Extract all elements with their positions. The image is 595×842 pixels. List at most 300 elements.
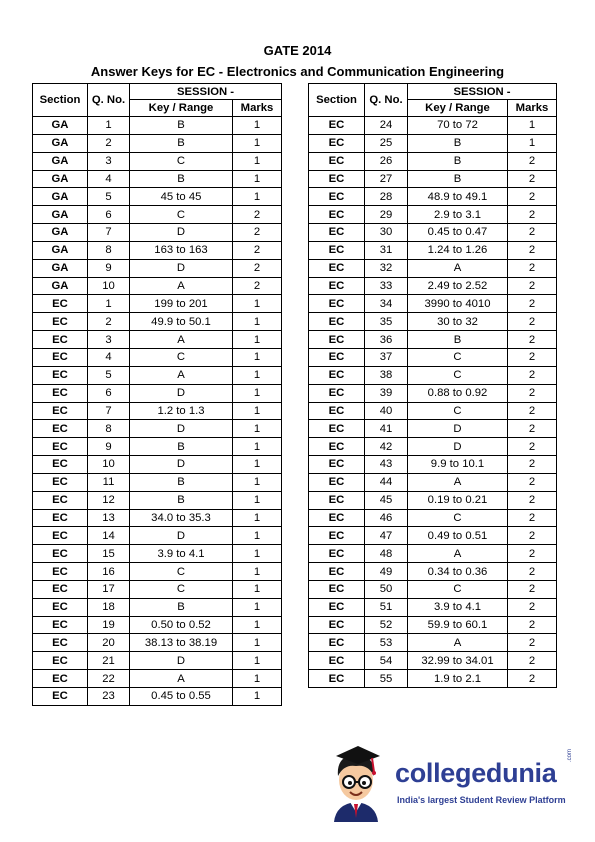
- cell-marks: 1: [233, 545, 282, 563]
- cell-marks: 2: [508, 563, 557, 581]
- cell-marks: 1: [233, 527, 282, 545]
- table-row: [309, 473, 557, 491]
- cell-section: EC: [33, 384, 88, 402]
- cell-key: D: [130, 527, 233, 545]
- cell-marks: 2: [508, 152, 557, 170]
- cell-section: EC: [309, 438, 365, 456]
- cell-marks: 1: [233, 652, 282, 670]
- table-row: [309, 348, 557, 366]
- cell-marks: 2: [508, 509, 557, 527]
- table-row: [309, 563, 557, 581]
- cell-key: 2.49 to 2.52: [408, 277, 508, 295]
- cell-question-number: 7: [88, 224, 130, 242]
- header-key: Key / Range: [130, 100, 233, 117]
- cell-section: EC: [309, 313, 365, 331]
- cell-section: GA: [33, 259, 88, 277]
- cell-section: EC: [33, 616, 88, 634]
- cell-question-number: 16: [88, 563, 130, 581]
- cell-question-number: 34: [365, 295, 408, 313]
- header-section: Section: [309, 84, 365, 117]
- header-section: Section: [33, 84, 88, 117]
- cell-marks: 2: [508, 313, 557, 331]
- table-row: [309, 420, 557, 438]
- table-row: [309, 509, 557, 527]
- cell-marks: 2: [508, 473, 557, 491]
- cell-question-number: 13: [88, 509, 130, 527]
- cell-key: 0.45 to 0.55: [130, 688, 233, 706]
- cell-section: EC: [33, 491, 88, 509]
- cell-question-number: 12: [88, 491, 130, 509]
- cell-section: EC: [309, 616, 365, 634]
- cell-question-number: 36: [365, 331, 408, 349]
- cell-section: EC: [309, 366, 365, 384]
- cell-section: EC: [309, 188, 365, 206]
- cell-section: GA: [33, 224, 88, 242]
- table-row: [33, 188, 282, 206]
- cell-section: EC: [309, 152, 365, 170]
- cell-section: EC: [309, 456, 365, 474]
- cell-question-number: 43: [365, 456, 408, 474]
- cell-question-number: 29: [365, 206, 408, 224]
- cell-marks: 1: [233, 598, 282, 616]
- table-row: [33, 224, 282, 242]
- cell-marks: 2: [508, 241, 557, 259]
- cell-marks: 2: [508, 384, 557, 402]
- cell-key: 0.45 to 0.47: [408, 224, 508, 242]
- cell-section: GA: [33, 170, 88, 188]
- cell-marks: 1: [233, 580, 282, 598]
- cell-key: C: [130, 580, 233, 598]
- cell-question-number: 50: [365, 580, 408, 598]
- cell-marks: 2: [508, 456, 557, 474]
- cell-key: B: [408, 331, 508, 349]
- cell-marks: 2: [508, 420, 557, 438]
- cell-section: EC: [33, 331, 88, 349]
- cell-section: EC: [309, 652, 365, 670]
- table-row: [33, 152, 282, 170]
- cell-question-number: 41: [365, 420, 408, 438]
- table-row: [33, 313, 282, 331]
- cell-section: EC: [309, 598, 365, 616]
- cell-section: EC: [33, 438, 88, 456]
- table-row: [309, 634, 557, 652]
- cell-section: EC: [309, 402, 365, 420]
- cell-key: D: [130, 224, 233, 242]
- cell-marks: 1: [233, 295, 282, 313]
- table-row: [33, 420, 282, 438]
- cell-key: C: [408, 348, 508, 366]
- table-row: [309, 456, 557, 474]
- cell-question-number: 19: [88, 616, 130, 634]
- cell-question-number: 9: [88, 259, 130, 277]
- table-row: [309, 295, 557, 313]
- cell-question-number: 31: [365, 241, 408, 259]
- cell-question-number: 35: [365, 313, 408, 331]
- logo-domain-suffix: .com: [567, 748, 573, 762]
- table-row: [309, 438, 557, 456]
- table-row: [309, 152, 557, 170]
- cell-key: C: [408, 402, 508, 420]
- cell-section: EC: [309, 563, 365, 581]
- cell-key: 59.9 to 60.1: [408, 616, 508, 634]
- cell-section: EC: [309, 670, 365, 688]
- cell-section: EC: [33, 473, 88, 491]
- table-row: [33, 331, 282, 349]
- cell-marks: 1: [233, 473, 282, 491]
- page-subtitle: Answer Keys for EC - Electronics and Communication Engineering: [90, 64, 505, 79]
- cell-question-number: 54: [365, 652, 408, 670]
- cell-marks: 1: [233, 634, 282, 652]
- cell-question-number: 42: [365, 438, 408, 456]
- cell-marks: 2: [508, 438, 557, 456]
- cell-marks: 2: [233, 277, 282, 295]
- table-row: [309, 545, 557, 563]
- cell-section: EC: [309, 134, 365, 152]
- cell-question-number: 38: [365, 366, 408, 384]
- table-row: [33, 688, 282, 706]
- cell-section: EC: [309, 420, 365, 438]
- cell-question-number: 28: [365, 188, 408, 206]
- cell-marks: 2: [233, 224, 282, 242]
- header-qno: Q. No.: [365, 84, 408, 117]
- cell-question-number: 8: [88, 420, 130, 438]
- table-row: [33, 241, 282, 259]
- cell-marks: 1: [233, 188, 282, 206]
- cell-marks: 2: [508, 527, 557, 545]
- table-row: [33, 456, 282, 474]
- cell-section: EC: [33, 652, 88, 670]
- cell-question-number: 5: [88, 366, 130, 384]
- logo-tagline: India's largest Student Review Platform: [397, 795, 566, 805]
- cell-question-number: 21: [88, 652, 130, 670]
- cell-key: 3990 to 4010: [408, 295, 508, 313]
- cell-key: A: [130, 366, 233, 384]
- table-row: [33, 206, 282, 224]
- cell-key: B: [130, 134, 233, 152]
- cell-key: A: [408, 634, 508, 652]
- cell-question-number: 32: [365, 259, 408, 277]
- cell-key: C: [408, 580, 508, 598]
- table-row: [309, 277, 557, 295]
- cell-marks: 2: [508, 348, 557, 366]
- cell-section: EC: [33, 545, 88, 563]
- cell-key: C: [130, 563, 233, 581]
- cell-question-number: 2: [88, 313, 130, 331]
- table-row: [309, 491, 557, 509]
- table-row: [33, 438, 282, 456]
- cell-key: 9.9 to 10.1: [408, 456, 508, 474]
- cell-section: EC: [33, 580, 88, 598]
- cell-marks: 1: [508, 117, 557, 135]
- cell-section: EC: [33, 527, 88, 545]
- table-row: [33, 509, 282, 527]
- cell-section: EC: [309, 117, 365, 135]
- cell-question-number: 10: [88, 277, 130, 295]
- cell-marks: 1: [508, 134, 557, 152]
- cell-section: EC: [33, 598, 88, 616]
- header-marks: Marks: [233, 100, 282, 117]
- cell-key: D: [408, 420, 508, 438]
- cell-key: 0.34 to 0.36: [408, 563, 508, 581]
- cell-key: B: [408, 152, 508, 170]
- cell-section: EC: [309, 331, 365, 349]
- cell-section: EC: [309, 170, 365, 188]
- cell-marks: 1: [233, 670, 282, 688]
- cell-marks: 1: [233, 438, 282, 456]
- cell-marks: 1: [233, 170, 282, 188]
- table-row: [33, 598, 282, 616]
- cell-marks: 2: [508, 652, 557, 670]
- cell-key: 49.9 to 50.1: [130, 313, 233, 331]
- header-session: SESSION -: [130, 84, 282, 100]
- cell-section: EC: [309, 277, 365, 295]
- cell-key: A: [408, 473, 508, 491]
- cell-key: A: [130, 277, 233, 295]
- table-row: [33, 170, 282, 188]
- table-row: [309, 224, 557, 242]
- cell-key: C: [130, 152, 233, 170]
- cell-section: EC: [309, 580, 365, 598]
- cell-section: GA: [33, 277, 88, 295]
- cell-section: EC: [309, 509, 365, 527]
- cell-marks: 1: [233, 152, 282, 170]
- table-row: [309, 580, 557, 598]
- cell-section: EC: [33, 670, 88, 688]
- cell-marks: 2: [508, 277, 557, 295]
- table-row: [309, 170, 557, 188]
- cell-question-number: 26: [365, 152, 408, 170]
- cell-section: EC: [33, 420, 88, 438]
- table-row: [309, 117, 557, 135]
- cell-marks: 2: [233, 259, 282, 277]
- cell-key: 1.2 to 1.3: [130, 402, 233, 420]
- cell-question-number: 30: [365, 224, 408, 242]
- cell-key: B: [130, 598, 233, 616]
- cell-section: EC: [33, 313, 88, 331]
- cell-key: D: [130, 420, 233, 438]
- cell-marks: 2: [233, 206, 282, 224]
- cell-question-number: 37: [365, 348, 408, 366]
- table-row: [33, 348, 282, 366]
- table-row: [309, 384, 557, 402]
- cell-key: 32.99 to 34.01: [408, 652, 508, 670]
- cell-marks: 2: [508, 206, 557, 224]
- student-mascot-icon: [322, 742, 390, 822]
- cell-key: B: [130, 491, 233, 509]
- cell-question-number: 39: [365, 384, 408, 402]
- cell-question-number: 17: [88, 580, 130, 598]
- cell-question-number: 6: [88, 384, 130, 402]
- table-row: [33, 491, 282, 509]
- cell-section: EC: [33, 509, 88, 527]
- cell-key: B: [130, 117, 233, 135]
- cell-question-number: 44: [365, 473, 408, 491]
- table-row: [309, 527, 557, 545]
- header-marks: Marks: [508, 100, 557, 117]
- cell-key: 3.9 to 4.1: [130, 545, 233, 563]
- cell-question-number: 4: [88, 170, 130, 188]
- cell-marks: 2: [508, 670, 557, 688]
- cell-marks: 2: [233, 241, 282, 259]
- cell-marks: 2: [508, 259, 557, 277]
- cell-key: 0.88 to 0.92: [408, 384, 508, 402]
- cell-section: GA: [33, 206, 88, 224]
- cell-marks: 2: [508, 366, 557, 384]
- cell-question-number: 40: [365, 402, 408, 420]
- table-row: [33, 545, 282, 563]
- cell-marks: 2: [508, 170, 557, 188]
- cell-marks: 1: [233, 688, 282, 706]
- cell-key: 70 to 72: [408, 117, 508, 135]
- cell-section: EC: [309, 348, 365, 366]
- cell-section: EC: [33, 688, 88, 706]
- cell-key: A: [408, 259, 508, 277]
- cell-section: EC: [33, 563, 88, 581]
- cell-question-number: 3: [88, 331, 130, 349]
- cell-marks: 2: [508, 545, 557, 563]
- cell-key: D: [130, 384, 233, 402]
- cell-key: B: [130, 473, 233, 491]
- cell-question-number: 24: [365, 117, 408, 135]
- cell-marks: 2: [508, 295, 557, 313]
- cell-question-number: 2: [88, 134, 130, 152]
- cell-key: D: [408, 438, 508, 456]
- cell-marks: 1: [233, 420, 282, 438]
- cell-marks: 1: [233, 331, 282, 349]
- cell-key: C: [130, 348, 233, 366]
- cell-key: A: [130, 670, 233, 688]
- cell-section: GA: [33, 152, 88, 170]
- cell-marks: 1: [233, 402, 282, 420]
- cell-question-number: 33: [365, 277, 408, 295]
- cell-key: 38.13 to 38.19: [130, 634, 233, 652]
- cell-marks: 1: [233, 384, 282, 402]
- table-row: [33, 670, 282, 688]
- cell-question-number: 53: [365, 634, 408, 652]
- cell-marks: 1: [233, 563, 282, 581]
- cell-question-number: 27: [365, 170, 408, 188]
- cell-section: GA: [33, 188, 88, 206]
- cell-key: B: [408, 134, 508, 152]
- cell-question-number: 22: [88, 670, 130, 688]
- table-row: [309, 206, 557, 224]
- table-row: [33, 580, 282, 598]
- table-row: [309, 259, 557, 277]
- cell-marks: 2: [508, 188, 557, 206]
- table-row: [33, 402, 282, 420]
- cell-key: 48.9 to 49.1: [408, 188, 508, 206]
- cell-section: EC: [309, 634, 365, 652]
- cell-key: 0.49 to 0.51: [408, 527, 508, 545]
- cell-question-number: 3: [88, 152, 130, 170]
- cell-question-number: 6: [88, 206, 130, 224]
- cell-marks: 2: [508, 331, 557, 349]
- table-row: [33, 117, 282, 135]
- cell-question-number: 15: [88, 545, 130, 563]
- table-row: [33, 527, 282, 545]
- cell-key: 30 to 32: [408, 313, 508, 331]
- cell-question-number: 45: [365, 491, 408, 509]
- cell-question-number: 47: [365, 527, 408, 545]
- table-row: [309, 402, 557, 420]
- cell-marks: 2: [508, 634, 557, 652]
- cell-marks: 1: [233, 616, 282, 634]
- cell-section: EC: [309, 241, 365, 259]
- cell-key: C: [130, 206, 233, 224]
- cell-question-number: 9: [88, 438, 130, 456]
- cell-key: 34.0 to 35.3: [130, 509, 233, 527]
- cell-section: EC: [309, 473, 365, 491]
- cell-section: EC: [33, 295, 88, 313]
- cell-key: A: [130, 331, 233, 349]
- table-row: [33, 384, 282, 402]
- table-row: [33, 134, 282, 152]
- cell-section: EC: [309, 259, 365, 277]
- cell-question-number: 49: [365, 563, 408, 581]
- cell-section: GA: [33, 241, 88, 259]
- cell-section: EC: [33, 634, 88, 652]
- cell-marks: 2: [508, 402, 557, 420]
- cell-section: EC: [309, 295, 365, 313]
- cell-question-number: 23: [88, 688, 130, 706]
- table-row: [33, 634, 282, 652]
- cell-marks: 1: [233, 366, 282, 384]
- cell-question-number: 25: [365, 134, 408, 152]
- table-row: [33, 616, 282, 634]
- table-row: [33, 652, 282, 670]
- cell-question-number: 46: [365, 509, 408, 527]
- table-row: [33, 366, 282, 384]
- cell-section: GA: [33, 117, 88, 135]
- cell-question-number: 1: [88, 117, 130, 135]
- cell-section: EC: [309, 206, 365, 224]
- cell-marks: 1: [233, 456, 282, 474]
- cell-marks: 1: [233, 134, 282, 152]
- cell-key: 3.9 to 4.1: [408, 598, 508, 616]
- cell-key: 45 to 45: [130, 188, 233, 206]
- cell-key: C: [408, 366, 508, 384]
- cell-question-number: 14: [88, 527, 130, 545]
- answer-key-table-right: [308, 83, 557, 688]
- cell-question-number: 4: [88, 348, 130, 366]
- cell-question-number: 11: [88, 473, 130, 491]
- cell-section: EC: [33, 366, 88, 384]
- cell-marks: 1: [233, 117, 282, 135]
- cell-question-number: 48: [365, 545, 408, 563]
- cell-key: 0.50 to 0.52: [130, 616, 233, 634]
- cell-key: D: [130, 259, 233, 277]
- cell-section: EC: [309, 224, 365, 242]
- cell-section: GA: [33, 134, 88, 152]
- table-row: [309, 652, 557, 670]
- table-row: [309, 616, 557, 634]
- cell-marks: 2: [508, 224, 557, 242]
- table-row: [309, 188, 557, 206]
- cell-key: B: [408, 170, 508, 188]
- cell-marks: 1: [233, 491, 282, 509]
- table-row: [33, 473, 282, 491]
- table-row: [33, 563, 282, 581]
- cell-key: 1.9 to 2.1: [408, 670, 508, 688]
- cell-question-number: 52: [365, 616, 408, 634]
- cell-section: EC: [309, 527, 365, 545]
- cell-question-number: 7: [88, 402, 130, 420]
- cell-marks: 2: [508, 616, 557, 634]
- cell-section: EC: [309, 491, 365, 509]
- table-row: [309, 331, 557, 349]
- table-row: [309, 134, 557, 152]
- table-row: [33, 277, 282, 295]
